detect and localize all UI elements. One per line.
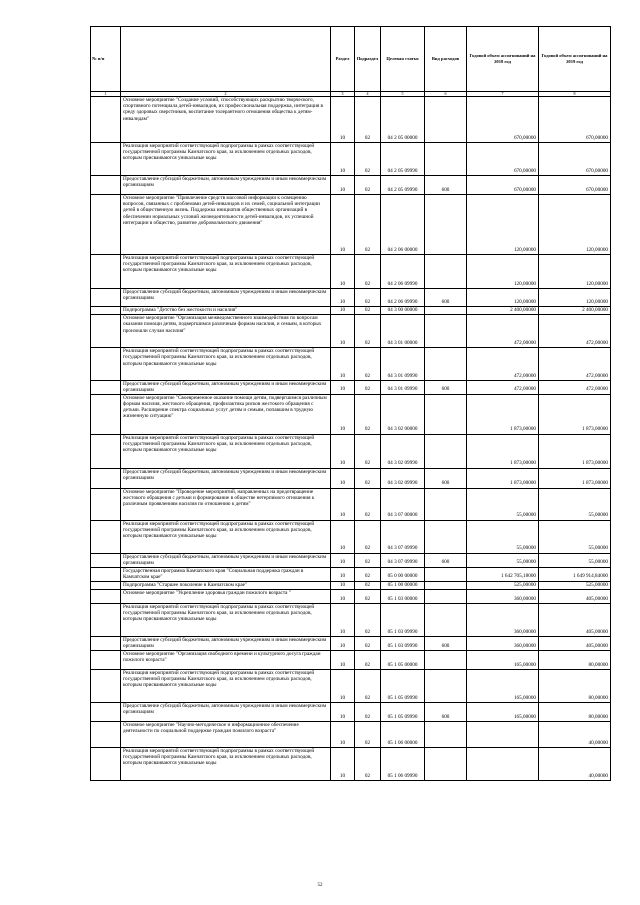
row-csr: 04 2 05 00000 xyxy=(381,97,425,143)
row-value-2019: 40,00000 xyxy=(539,747,611,780)
row-value-2019: 120,00000 xyxy=(539,195,611,255)
table-row xyxy=(91,747,611,780)
row-podrazdel: 02 xyxy=(355,434,381,468)
num-cell xyxy=(91,589,121,603)
row-razdel: 10 xyxy=(331,636,355,650)
row-value-2019: 525,00000 xyxy=(539,581,611,589)
row-vr xyxy=(425,520,467,553)
table-row xyxy=(91,195,611,255)
row-razdel: 10 xyxy=(331,747,355,780)
col-number: 2 xyxy=(121,92,331,97)
row-value-2019: 670,00000 xyxy=(539,97,611,143)
row-razdel: 10 xyxy=(331,603,355,636)
row-value-2019: 80,00000 xyxy=(539,650,611,669)
table-row xyxy=(91,636,611,650)
row-razdel: 10 xyxy=(331,195,355,255)
row-razdel: 10 xyxy=(331,348,355,381)
row-podrazdel: 02 xyxy=(355,307,381,315)
row-csr: 04 3 07 09990 xyxy=(381,520,425,553)
row-value-2019: 55,00000 xyxy=(539,488,611,520)
row-value-2019: 1 649 914,84000 xyxy=(539,567,611,581)
row-razdel: 10 xyxy=(331,255,355,289)
row-value-2018: 360,00000 xyxy=(467,603,539,636)
row-podrazdel: 02 xyxy=(355,581,381,589)
num-cell xyxy=(91,97,121,143)
row-value-2019: 55,00000 xyxy=(539,520,611,553)
row-csr: 04 2 06 09990 xyxy=(381,255,425,289)
table-row xyxy=(91,603,611,636)
row-name: Предоставление субсидий бюджетным, автономным учреждениям и иным некоммерческим организациям xyxy=(121,553,331,567)
num-cell xyxy=(91,721,121,747)
row-value-2018: 120,00000 xyxy=(467,289,539,307)
row-csr: 04 2 06 09990 xyxy=(381,289,425,307)
col-number: 6 xyxy=(425,92,467,97)
row-csr: 05 1 03 00000 xyxy=(381,589,425,603)
row-csr: 05 1 06 00000 xyxy=(381,721,425,747)
row-podrazdel: 02 xyxy=(355,315,381,348)
table-row xyxy=(91,143,611,176)
row-value-2019: 670,00000 xyxy=(539,176,611,195)
row-razdel: 10 xyxy=(331,567,355,581)
row-csr: 04 3 02 09990 xyxy=(381,434,425,468)
header-csr: Целевая статья xyxy=(381,27,425,92)
row-name: Реализация мероприятий соответствующей подпрограммы в рамках соответствующей государственной программы Камчатского края, за исключением отдельных расходов, которым присваиваются уникальные коды xyxy=(121,520,331,553)
row-value-2018 xyxy=(467,747,539,780)
row-value-2018: 525,00000 xyxy=(467,581,539,589)
row-razdel: 10 xyxy=(331,520,355,553)
row-value-2018: 472,00000 xyxy=(467,348,539,381)
row-value-2019: 405,00000 xyxy=(539,589,611,603)
row-value-2018: 55,00000 xyxy=(467,488,539,520)
budget-table-sheet xyxy=(90,26,610,781)
num-cell xyxy=(91,669,121,702)
header-podrazdel: Подраздел xyxy=(355,27,381,92)
row-vr xyxy=(425,669,467,702)
row-podrazdel: 02 xyxy=(355,289,381,307)
row-name: Предоставление субсидий бюджетным, автономным учреждениям и иным некоммерческим организациям xyxy=(121,468,331,488)
row-razdel: 10 xyxy=(331,589,355,603)
row-name: Основное мероприятие "Научно-методическое и информационное обеспечение деятельности по социальной поддержке граждан пожилого возраста" xyxy=(121,721,331,747)
row-value-2018: 55,00000 xyxy=(467,520,539,553)
row-podrazdel: 02 xyxy=(355,255,381,289)
row-razdel: 10 xyxy=(331,381,355,394)
row-vr xyxy=(425,747,467,780)
row-name: Реализация мероприятий соответствующей подпрограммы в рамках соответствующей государственной программы Камчатского края, за исключением отдельных расходов, которым присваиваются уникальные коды xyxy=(121,747,331,780)
row-podrazdel: 02 xyxy=(355,348,381,381)
num-cell xyxy=(91,636,121,650)
row-name: Основное мероприятие "Привлечение средств массовой информации к освещению вопросов, связанных с проблемами детей-инвалидов и их семей, социальной интеграции детей в общественную жизнь. Поддержка инициатив общественных организаций в обеспечении нормальных условий жизнедеятельности детей-инвалидов, их успешной интеграции в общество, развитие добровольческого движения" xyxy=(121,195,331,255)
num-cell xyxy=(91,650,121,669)
row-csr: 04 2 06 00000 xyxy=(381,195,425,255)
row-csr: 04 3 07 09990 xyxy=(381,553,425,567)
row-value-2019: 120,00000 xyxy=(539,289,611,307)
row-podrazdel: 02 xyxy=(355,394,381,434)
row-razdel: 10 xyxy=(331,315,355,348)
header-vr: Вид расходов xyxy=(425,27,467,92)
row-csr: 05 1 05 00000 xyxy=(381,650,425,669)
header-2018: Годовой объем ассигнований на 2018 год xyxy=(467,27,539,92)
table-row xyxy=(91,348,611,381)
row-vr: 600 xyxy=(425,468,467,488)
num-cell xyxy=(91,468,121,488)
row-value-2018: 360,00000 xyxy=(467,636,539,650)
row-value-2018: 2 400,00000 xyxy=(467,307,539,315)
num-cell xyxy=(91,394,121,434)
row-name: Основное мероприятие "Организация межведомственного взаимодействия по вопросам оказания помощи детям, подвергшимся различным формам насилия, и семьям, в которых произошли случаи насилия" xyxy=(121,315,331,348)
row-podrazdel: 02 xyxy=(355,488,381,520)
num-cell xyxy=(91,581,121,589)
row-name: Подпрограмма "Детство без жестокости и насилия" xyxy=(121,307,331,315)
num-cell xyxy=(91,520,121,553)
row-value-2019: 472,00000 xyxy=(539,348,611,381)
row-name: Основное мероприятие "Укрепление здоровья граждан пожилого возраста " xyxy=(121,589,331,603)
col-number: 3 xyxy=(331,92,355,97)
table-row xyxy=(91,468,611,488)
num-cell xyxy=(91,603,121,636)
row-podrazdel: 02 xyxy=(355,143,381,176)
row-podrazdel: 02 xyxy=(355,669,381,702)
num-cell xyxy=(91,553,121,567)
row-name: Реализация мероприятий соответствующей подпрограммы в рамках соответствующей государственной программы Камчатского края, за исключением отдельных расходов, которым присваиваются уникальные коды xyxy=(121,143,331,176)
row-name: Предоставление субсидий бюджетным, автономным учреждениям и иным некоммерческим организациям xyxy=(121,176,331,195)
row-vr xyxy=(425,488,467,520)
num-cell xyxy=(91,176,121,195)
col-number: 8 xyxy=(539,92,611,97)
row-csr: 04 3 00 00000 xyxy=(381,307,425,315)
num-cell xyxy=(91,434,121,468)
col-number: 1 xyxy=(91,92,121,97)
budget-table xyxy=(90,26,611,781)
row-csr: 04 3 07 00000 xyxy=(381,488,425,520)
row-value-2018 xyxy=(467,721,539,747)
row-value-2018: 165,00000 xyxy=(467,702,539,721)
header-2019: Годовой объем ассигнований на 2019 год xyxy=(539,27,611,92)
row-podrazdel: 02 xyxy=(355,702,381,721)
row-vr xyxy=(425,307,467,315)
row-csr: 04 3 01 09990 xyxy=(381,381,425,394)
row-name: Реализация мероприятий соответствующей подпрограммы в рамках соответствующей государственной программы Камчатского края, за исключением отдельных расходов, которым присваиваются уникальные коды xyxy=(121,434,331,468)
table-row xyxy=(91,650,611,669)
row-csr: 05 1 03 09990 xyxy=(381,603,425,636)
row-name: Государственная программа Камчатского края "Социальная поддержка граждан в Камчатском крае" xyxy=(121,567,331,581)
row-podrazdel: 02 xyxy=(355,195,381,255)
row-value-2018: 670,00000 xyxy=(467,176,539,195)
table-row xyxy=(91,394,611,434)
row-value-2018: 1 873,00000 xyxy=(467,394,539,434)
row-value-2018: 165,00000 xyxy=(467,650,539,669)
row-podrazdel: 02 xyxy=(355,636,381,650)
num-cell xyxy=(91,381,121,394)
row-name: Подпрограмма "Старшее поколение в Камчатском крае" xyxy=(121,581,331,589)
row-vr xyxy=(425,603,467,636)
num-cell xyxy=(91,702,121,721)
table-row xyxy=(91,553,611,567)
row-csr: 05 1 05 09990 xyxy=(381,702,425,721)
num-cell xyxy=(91,289,121,307)
row-value-2019: 1 873,00000 xyxy=(539,394,611,434)
header-row xyxy=(91,27,611,92)
row-value-2019: 1 873,00000 xyxy=(539,468,611,488)
row-name: Реализация мероприятий соответствующей подпрограммы в рамках соответствующей государственной программы Камчатского края, за исключением отдельных расходов, которым присваиваются уникальные коды xyxy=(121,669,331,702)
row-vr xyxy=(425,589,467,603)
row-podrazdel: 02 xyxy=(355,650,381,669)
row-name: Предоставление субсидий бюджетным, автономным учреждениям и иным некоммерческим организациям xyxy=(121,381,331,394)
row-value-2019: 472,00000 xyxy=(539,315,611,348)
row-value-2019: 472,00000 xyxy=(539,381,611,394)
table-body xyxy=(91,97,611,781)
num-cell xyxy=(91,315,121,348)
row-name: Основное мероприятие "Проведение мероприятий, направленных на предотвращение жестокого обращения с детьми и формирование в обществе нетерпимого отношения к различным проявлениям насилия по отношению к детям" xyxy=(121,488,331,520)
row-name: Основное мероприятие "Организация свободного времени и культурного досуга граждан пожилого возраста" xyxy=(121,650,331,669)
row-podrazdel: 02 xyxy=(355,97,381,143)
table-row xyxy=(91,702,611,721)
num-cell xyxy=(91,195,121,255)
num-cell xyxy=(91,307,121,315)
table-row xyxy=(91,97,611,143)
row-vr xyxy=(425,721,467,747)
table-row xyxy=(91,589,611,603)
row-name: Реализация мероприятий соответствующей подпрограммы в рамках соответствующей государственной программы Камчатского края, за исключением отдельных расходов, которым присваиваются уникальные коды xyxy=(121,603,331,636)
row-razdel: 10 xyxy=(331,307,355,315)
row-podrazdel: 02 xyxy=(355,721,381,747)
row-vr: 600 xyxy=(425,702,467,721)
row-value-2018: 472,00000 xyxy=(467,381,539,394)
row-podrazdel: 02 xyxy=(355,381,381,394)
row-razdel: 10 xyxy=(331,289,355,307)
row-value-2019: 1 873,00000 xyxy=(539,434,611,468)
row-razdel: 10 xyxy=(331,143,355,176)
row-vr xyxy=(425,143,467,176)
row-podrazdel: 02 xyxy=(355,567,381,581)
row-razdel: 10 xyxy=(331,650,355,669)
table-row xyxy=(91,381,611,394)
row-value-2018: 165,00000 xyxy=(467,669,539,702)
table-row xyxy=(91,567,611,581)
row-value-2019: 670,00000 xyxy=(539,143,611,176)
row-name: Основное мероприятие "Создание условий, способствующих раскрытию творческого, спортивного потенциала детей-инвалидов, их профессиональная поддержка, интеграция в среду здоровых сверстников, воспитание толерантного отношения общества к детям-инвалидам" xyxy=(121,97,331,143)
num-cell xyxy=(91,567,121,581)
header-razdel: Раздел xyxy=(331,27,355,92)
row-razdel: 10 xyxy=(331,97,355,143)
row-value-2018: 472,00000 xyxy=(467,315,539,348)
col-number: 7 xyxy=(467,92,539,97)
row-vr xyxy=(425,255,467,289)
row-value-2018: 120,00000 xyxy=(467,255,539,289)
row-value-2019: 40,00000 xyxy=(539,721,611,747)
row-razdel: 10 xyxy=(331,721,355,747)
row-vr: 600 xyxy=(425,636,467,650)
row-name: Основное мероприятие "Своевременное оказание помощи детям, подвергшимся различным формам насилия, жестокого обращения, профилактика рисков жестокого обращения с детьми. Расширение спектра социальных услуг детям и семьям, попавшим в трудную жизненную ситуацию" xyxy=(121,394,331,434)
row-value-2019: 2 400,00000 xyxy=(539,307,611,315)
row-razdel: 10 xyxy=(331,468,355,488)
row-name: Реализация мероприятий соответствующей подпрограммы в рамках соответствующей государственной программы Камчатского края, за исключением отдельных расходов, которым присваиваются уникальные коды xyxy=(121,348,331,381)
row-value-2018: 670,00000 xyxy=(467,97,539,143)
row-value-2018: 1 873,00000 xyxy=(467,468,539,488)
num-cell xyxy=(91,488,121,520)
row-podrazdel: 02 xyxy=(355,553,381,567)
row-podrazdel: 02 xyxy=(355,747,381,780)
row-vr xyxy=(425,434,467,468)
row-value-2018: 55,00000 xyxy=(467,553,539,567)
row-razdel: 10 xyxy=(331,553,355,567)
row-csr: 05 1 05 09990 xyxy=(381,669,425,702)
row-csr: 04 2 05 09990 xyxy=(381,143,425,176)
row-podrazdel: 02 xyxy=(355,589,381,603)
row-razdel: 10 xyxy=(331,176,355,195)
row-csr: 04 3 01 09990 xyxy=(381,348,425,381)
table-row xyxy=(91,721,611,747)
col-number: 5 xyxy=(381,92,425,97)
num-cell xyxy=(91,143,121,176)
row-vr: 600 xyxy=(425,176,467,195)
row-csr: 04 3 02 09990 xyxy=(381,468,425,488)
row-vr xyxy=(425,348,467,381)
row-value-2018: 120,00000 xyxy=(467,195,539,255)
row-vr xyxy=(425,567,467,581)
row-podrazdel: 02 xyxy=(355,603,381,636)
row-value-2019: 80,00000 xyxy=(539,702,611,721)
row-podrazdel: 02 xyxy=(355,468,381,488)
row-name: Реализация мероприятий соответствующей подпрограммы в рамках соответствующей государственной программы Камчатского края, за исключением отдельных расходов, которым присваиваются уникальные коды xyxy=(121,255,331,289)
row-csr: 04 3 01 00000 xyxy=(381,315,425,348)
row-razdel: 10 xyxy=(331,581,355,589)
row-csr: 05 0 00 00000 xyxy=(381,567,425,581)
row-razdel: 10 xyxy=(331,394,355,434)
table-row xyxy=(91,289,611,307)
table-row xyxy=(91,255,611,289)
table-row xyxy=(91,488,611,520)
row-vr: 600 xyxy=(425,553,467,567)
table-row xyxy=(91,176,611,195)
row-vr xyxy=(425,581,467,589)
num-cell xyxy=(91,747,121,780)
row-value-2019: 55,00000 xyxy=(539,553,611,567)
row-vr xyxy=(425,195,467,255)
row-name: Предоставление субсидий бюджетным, автономным учреждениям и иным некоммерческим организациям xyxy=(121,636,331,650)
row-csr: 05 1 03 09990 xyxy=(381,636,425,650)
table-row xyxy=(91,520,611,553)
row-vr xyxy=(425,650,467,669)
row-csr: 05 1 06 09990 xyxy=(381,747,425,780)
num-cell xyxy=(91,348,121,381)
row-vr xyxy=(425,394,467,434)
row-razdel: 10 xyxy=(331,702,355,721)
row-csr: 04 3 02 00000 xyxy=(381,394,425,434)
page-number: 52 xyxy=(317,883,323,888)
row-razdel: 10 xyxy=(331,488,355,520)
row-value-2018: 670,00000 xyxy=(467,143,539,176)
row-razdel: 10 xyxy=(331,669,355,702)
row-csr: 05 1 00 00000 xyxy=(381,581,425,589)
row-value-2018: 360,00000 xyxy=(467,589,539,603)
header-num: № п/п xyxy=(91,27,121,92)
row-value-2019: 405,00000 xyxy=(539,603,611,636)
row-name: Предоставление субсидий бюджетным, автономным учреждениям и иным некоммерческим организациям xyxy=(121,289,331,307)
row-vr: 600 xyxy=(425,381,467,394)
row-value-2019: 80,00000 xyxy=(539,669,611,702)
row-value-2018: 1 873,00000 xyxy=(467,434,539,468)
col-number: 4 xyxy=(355,92,381,97)
row-csr: 04 2 05 09990 xyxy=(381,176,425,195)
row-razdel: 10 xyxy=(331,434,355,468)
row-name: Предоставление субсидий бюджетным, автономным учреждениям и иным некоммерческим организациям xyxy=(121,702,331,721)
table-row xyxy=(91,669,611,702)
table-row xyxy=(91,315,611,348)
table-row xyxy=(91,581,611,589)
row-vr xyxy=(425,315,467,348)
table-row xyxy=(91,307,611,315)
row-vr xyxy=(425,97,467,143)
row-vr: 600 xyxy=(425,289,467,307)
row-podrazdel: 02 xyxy=(355,176,381,195)
row-value-2019: 405,00000 xyxy=(539,636,611,650)
num-cell xyxy=(91,255,121,289)
row-podrazdel: 02 xyxy=(355,520,381,553)
table-row xyxy=(91,434,611,468)
row-value-2018: 1 642 705,18000 xyxy=(467,567,539,581)
row-value-2019: 120,00000 xyxy=(539,255,611,289)
header-name xyxy=(121,27,331,92)
